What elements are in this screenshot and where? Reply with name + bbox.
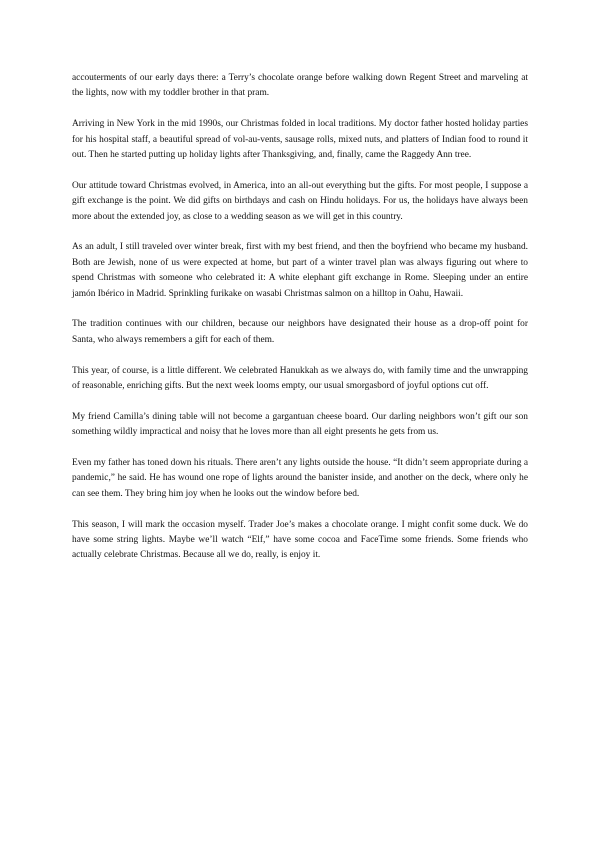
paragraph-7: My friend Camilla’s dining table will not become a gargantuan cheese board. Our darling neighbors won’t gift our son something wildly impractical and noisy that he loves more than all eight presents he gets from us. [72, 411, 528, 438]
paragraph-4: As an adult, I still traveled over winter break, first with my best friend, and then the boyfriend who became my husband. Both are Jewish, none of us were expected at home, but part of a winter travel plan was always figuring out where to spend Christmas with someone who celebrated it: A white elephant gift exchange in Rome. Sleeping under an entire jamón Ibérico in Madrid. Sprinkling furikake on wasabi Christmas salmon on a hilltop in Oahu, Hawaii. [72, 242, 528, 299]
paragraph-8: Even my father has toned down his rituals. There aren’t any lights outside the house. “It didn’t seem appropriate during a pandemic,” he said. He has wound one rope of lights around the banister inside, and another on the deck, where only he can see them. They bring him joy when he looks out the window before bed. [72, 458, 528, 499]
paragraph-6: This year, of course, is a little different. We celebrated Hanukkah as we always do, with family time and the unwrapping of reasonable, enriching gifts. But the next week looms empty, our usual smorgasbord of joyful options cut off. [72, 365, 528, 392]
paragraph-5: The tradition continues with our children, because our neighbors have designated their house as a drop-off point for Santa, who always remembers a gift for each of them. [72, 319, 528, 345]
paragraph-1: accouterments of our early days there: a Terry’s chocolate orange before walking down Regent Street and marveling at the lights, now with my toddler brother in that pram. [72, 73, 528, 99]
paragraph-3: Our attitude toward Christmas evolved, in America, into an all-out everything but the gifts. For most people, I suppose a gift exchange is the point. We did gifts on birthdays and cash on Hindu holidays. For us, the holidays have always been more about the extended joy, as close to a wedding season as we will get in this country. [72, 180, 528, 222]
paragraph-2: Arriving in New York in the mid 1990s, our Christmas folded in local traditions. My doctor father hosted holiday parties for his hospital staff, a beautiful spread of vol-au-vents, sausage rolls, mixed nuts, and platters of Indian food to round it out. Then he started putting up holiday lights after Thanksgiving, and, finally, came the Raggedy Ann tree. [72, 119, 528, 161]
paragraph-9: This season, I will mark the occasion myself. Trader Joe’s makes a chocolate orange. I might confit some duck. We do have some string lights. Maybe we’ll watch “Elf,” have some cocoa and FaceTime some friends. Some friends who actually celebrate Christmas. Because all we do, really, is enjoy it. [72, 519, 528, 561]
document-page [72, 71, 528, 579]
